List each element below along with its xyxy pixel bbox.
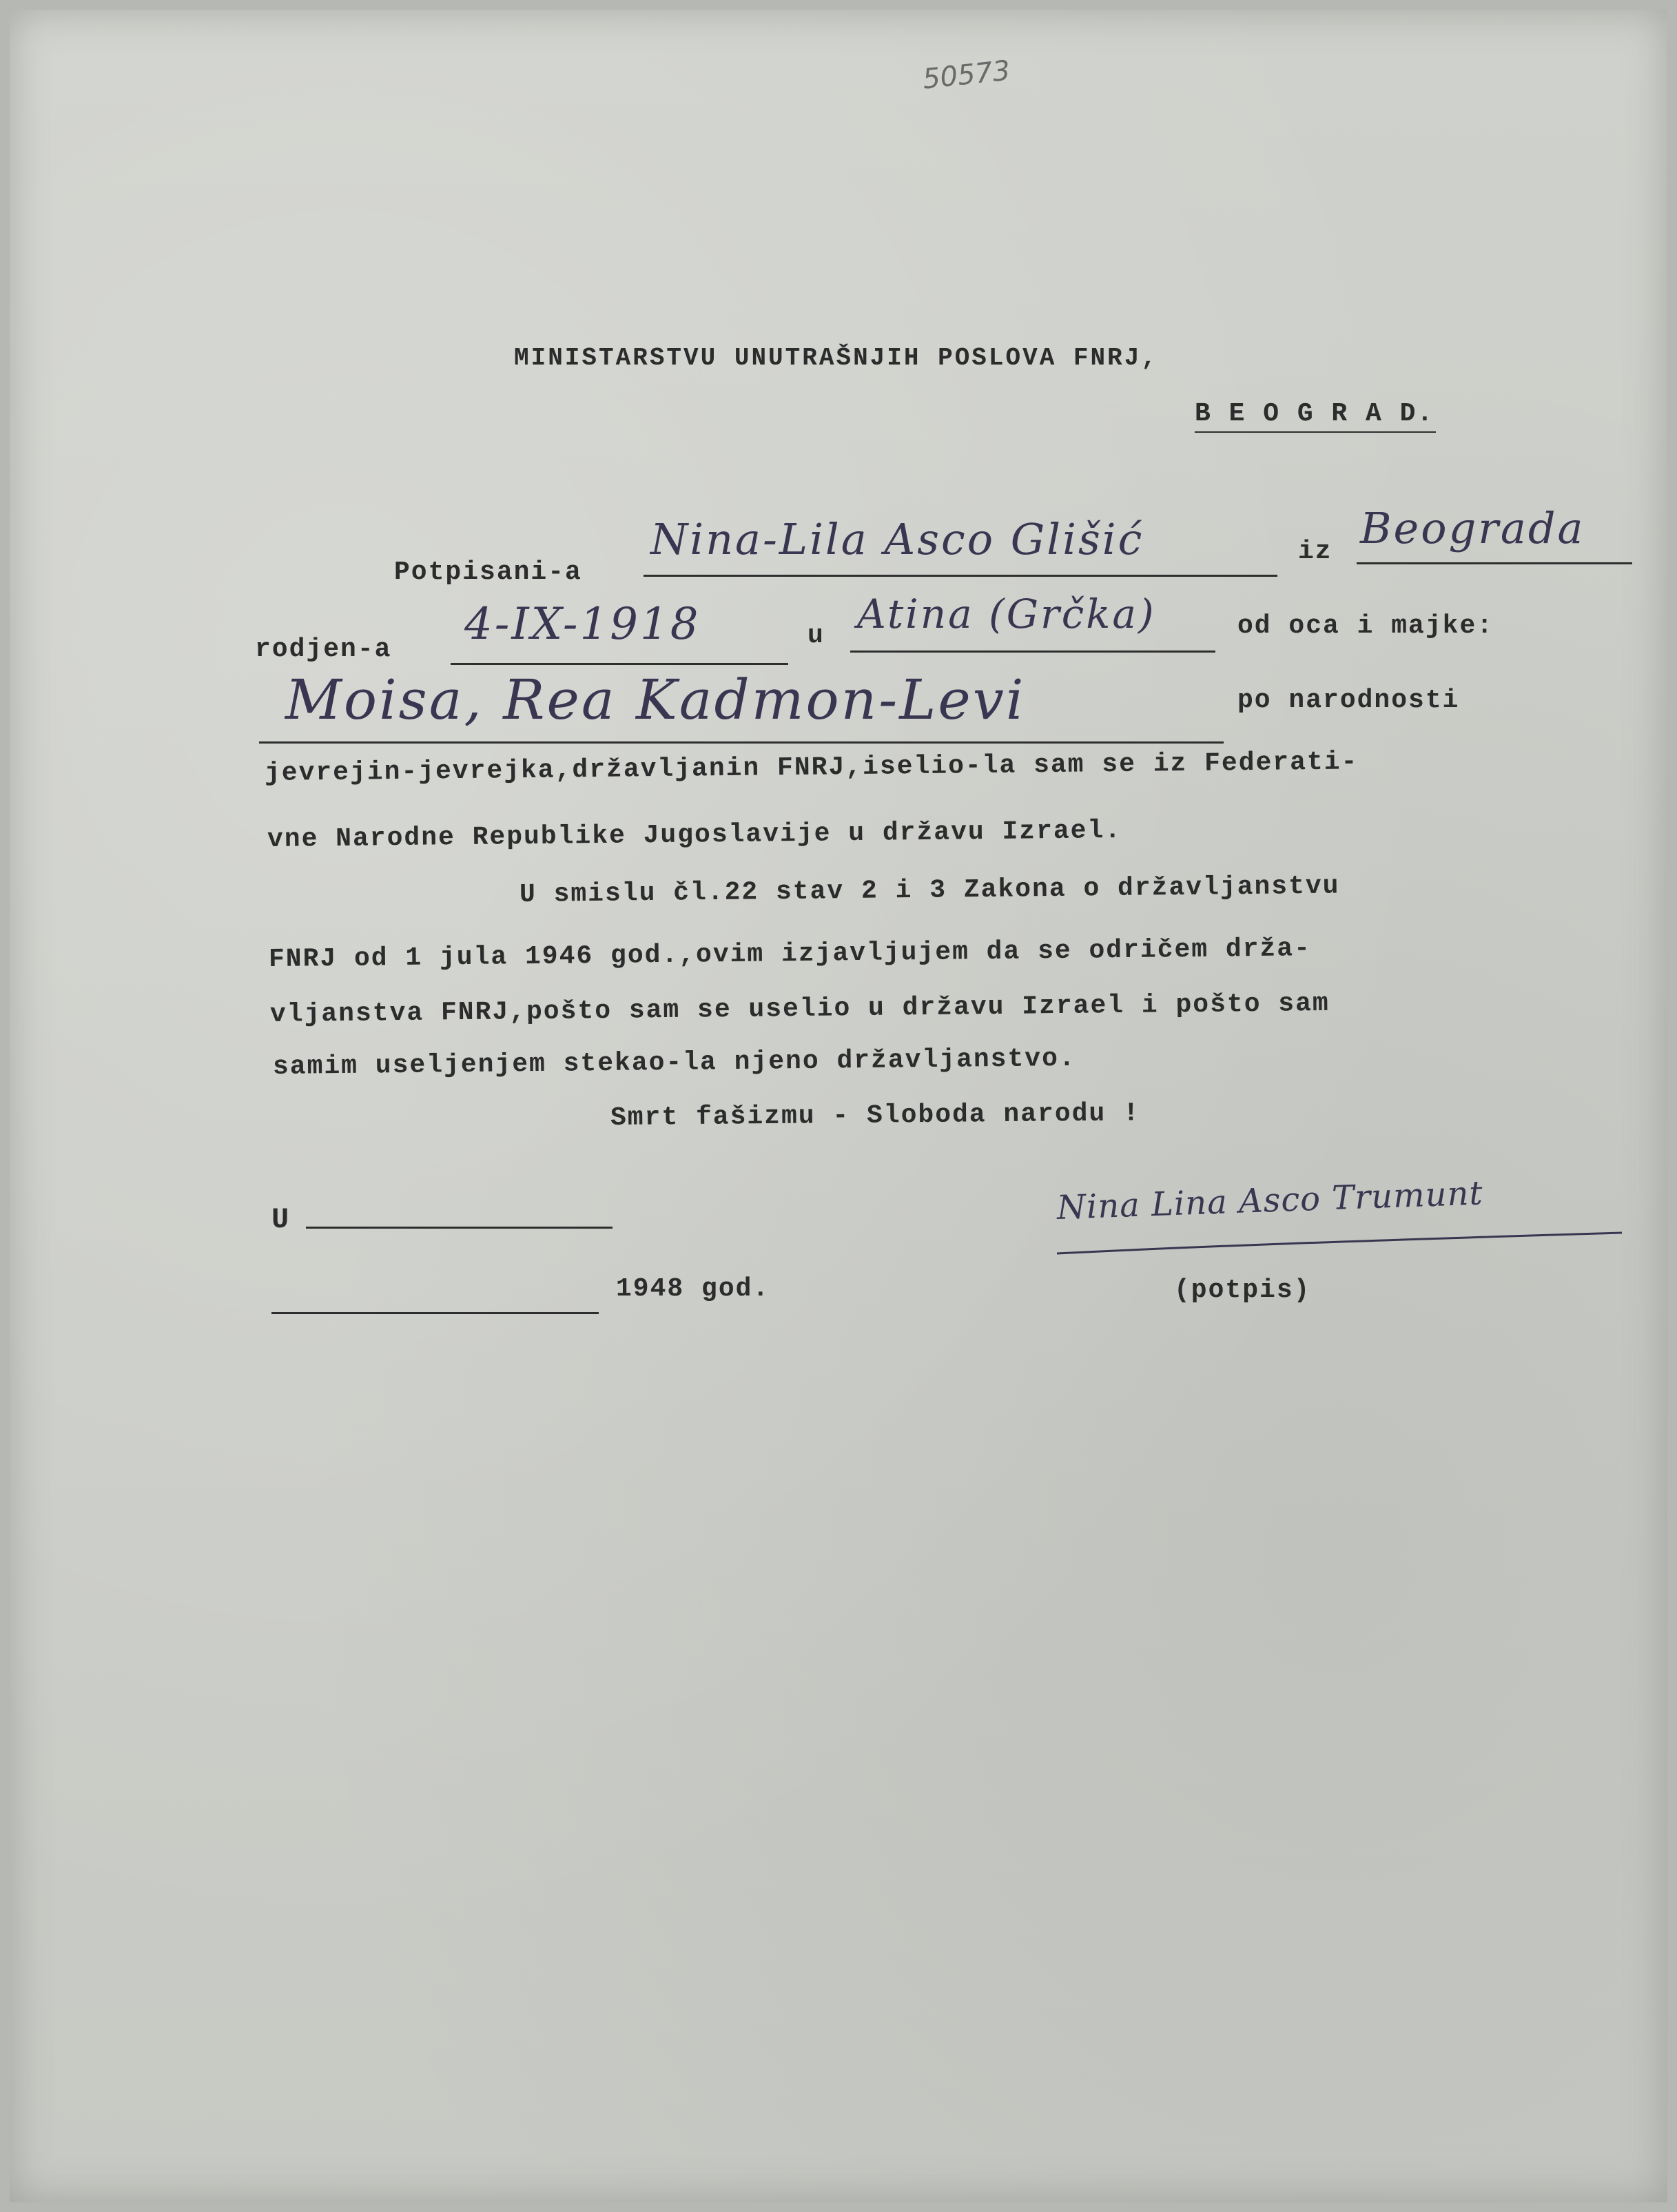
archive-number: 50573 xyxy=(920,54,1012,96)
slogan: Smrt fašizmu - Sloboda narodu ! xyxy=(610,1098,1141,1133)
born-place-handwritten: Atina (Grčka) xyxy=(857,591,1156,637)
signed-name-handwritten: Nina-Lila Asco Glišić xyxy=(650,514,1144,564)
body-line-1: jevrejin-jevrejka,državljanin FNRJ,iselio-la sam se iz Federati- xyxy=(264,747,1359,788)
body-line-5: vljanstva FNRJ,pošto sam se uselio u državu Izrael i pošto sam xyxy=(269,988,1330,1030)
signed-label: Potpisani-a xyxy=(394,557,582,587)
signed-name-line xyxy=(644,575,1277,577)
addressee-heading: MINISTARSTVU UNUTRAŠNJIH POSLOVA FNRJ, xyxy=(514,344,1158,372)
place-line xyxy=(306,1227,613,1229)
body-line-6: samim useljenjem stekao-la njeno državljanstvo. xyxy=(272,1043,1076,1082)
year-text: 1948 god. xyxy=(616,1274,770,1304)
date-line xyxy=(271,1312,599,1314)
born-in-label: u xyxy=(807,621,825,651)
born-place-line xyxy=(850,651,1215,653)
body-line-2: vne Narodne Republike Jugoslavije u državu Izrael. xyxy=(267,816,1122,854)
body-line-3: U smislu čl.22 stav 2 i 3 Zakona o državljanstvu xyxy=(519,871,1340,910)
city-heading: B E O G R A D. xyxy=(1195,399,1434,429)
parents-label: od oca i majke: xyxy=(1237,611,1494,641)
born-label: rodjen-a xyxy=(255,635,392,664)
document-page xyxy=(10,10,1667,2202)
signature-label: (potpis) xyxy=(1174,1276,1311,1305)
place-label: U xyxy=(271,1203,291,1236)
body-line-4: FNRJ od 1 jula 1946 god.,ovim izjavljujem da se odričem drža- xyxy=(268,934,1312,974)
born-date-handwritten: 4-IX-1918 xyxy=(464,599,701,650)
city-underline xyxy=(1195,431,1436,433)
signature-area xyxy=(1056,1174,1636,1267)
from-place-handwritten: Beograda xyxy=(1360,503,1585,553)
parents-names-handwritten: Moisa, Rea Kadmon-Levi xyxy=(285,668,1026,732)
from-label: iz xyxy=(1298,537,1333,566)
from-place-line xyxy=(1357,562,1632,564)
signature-handwritten: Nina Lina Asco Trumunt xyxy=(1056,1174,1484,1227)
nationality-label: po narodnosti xyxy=(1237,686,1460,715)
parents-names-line xyxy=(259,741,1224,744)
born-date-line xyxy=(451,663,788,665)
signature-stroke xyxy=(1057,1191,1636,1267)
